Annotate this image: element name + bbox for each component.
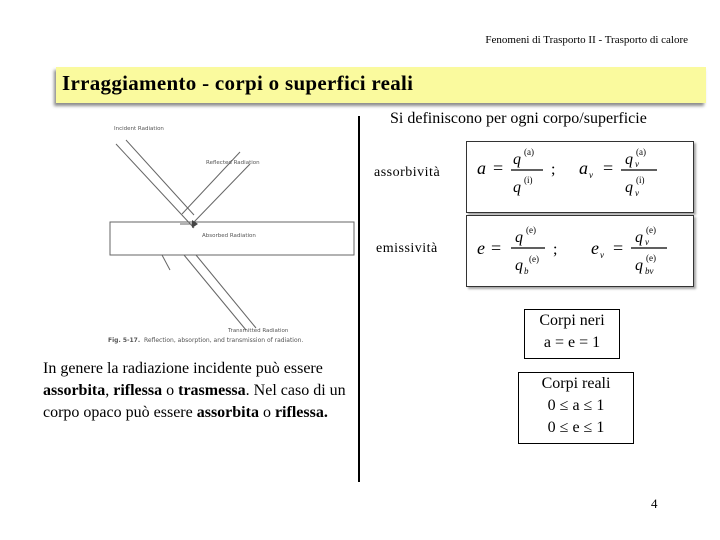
- e-spec-num: q: [635, 229, 643, 246]
- a-spec-num: q: [625, 151, 633, 168]
- page-number: 4: [651, 496, 658, 511]
- incident-ray: [116, 144, 194, 228]
- label-incident: Incident Radiation: [114, 126, 164, 132]
- body-paragraph: [43, 358, 363, 424]
- vertical-divider: [358, 116, 360, 482]
- bold-riflessa: riflessa: [113, 382, 163, 399]
- transmitted-ray-3: [162, 255, 170, 270]
- e-spec-num-sup: (e): [646, 225, 656, 235]
- caption-fig: Fig. 5-17.: [108, 337, 141, 344]
- radiation-diagram: [108, 120, 358, 345]
- real-bodies-title: Corpi reali: [541, 375, 611, 392]
- real-bodies-condition-e: 0 ≤ e ≤ 1: [547, 419, 605, 436]
- slide-title: Irraggiamento - corpi o superfici reali: [62, 71, 414, 95]
- black-bodies-box: [524, 309, 620, 359]
- e-spec-sub: ν: [600, 250, 604, 260]
- bold-trasmessa: trasmessa: [178, 382, 246, 399]
- e-num: q: [515, 229, 523, 246]
- absorptivity-formula: [467, 142, 693, 212]
- caption-text: Reflection, absorption, and transmission of radiation.: [144, 337, 304, 344]
- a-spec-num-sub: ν: [635, 159, 639, 169]
- eq-sign-1: =: [493, 158, 504, 178]
- semicolon-1: ;: [551, 161, 556, 178]
- emissivity-formula: [467, 216, 693, 286]
- real-bodies-condition-a: 0 ≤ a ≤ 1: [547, 397, 605, 414]
- e-spec-den: q: [635, 257, 643, 274]
- a-den-sup: (i): [524, 175, 533, 185]
- a-spec-num-sup: (a): [636, 147, 646, 157]
- e-den-sup: (e): [529, 254, 539, 264]
- bold-assorbita: assorbita: [43, 382, 106, 399]
- e-spec-den-sup: (e): [646, 253, 656, 263]
- transmitted-ray: [184, 255, 246, 330]
- a-spec-lhs: a: [579, 158, 588, 178]
- label-transmitted: Transmitted Radiation: [228, 328, 289, 334]
- emissivity-label: emissività: [376, 241, 438, 256]
- a-spec-den-sub: ν: [635, 188, 639, 198]
- label-absorbed: Absorbed Radiation: [202, 233, 256, 239]
- eq-sign-3: =: [491, 238, 502, 258]
- absorptivity-formula-box: [466, 141, 694, 213]
- a-spec-den: q: [625, 179, 633, 196]
- e-den-sub: b: [524, 266, 529, 276]
- slide-header: Fenomeni di Trasporto II - Trasporto di calore: [485, 34, 688, 46]
- e-lhs: e: [477, 238, 485, 258]
- semicolon-2: ;: [553, 241, 558, 258]
- e-den: q: [515, 257, 523, 274]
- a-den: q: [513, 179, 521, 196]
- e-num-sup: (e): [526, 225, 536, 235]
- real-bodies-box: [518, 372, 634, 444]
- e-spec-lhs: e: [591, 238, 599, 258]
- transmitted-ray-2: [196, 255, 256, 328]
- body-sep-2: o: [162, 382, 179, 399]
- eq-sign-4: =: [613, 238, 624, 258]
- body-sep-1: ,: [105, 382, 114, 399]
- reflected-ray-2: [194, 164, 250, 222]
- absorptivity-label: assorbività: [374, 165, 441, 180]
- a-spec-sub: ν: [589, 170, 593, 180]
- incident-ray-2: [126, 140, 194, 215]
- body-end-1: .: [245, 382, 250, 399]
- a-num-sup: (a): [524, 147, 534, 157]
- e-spec-den-sub: bν: [645, 266, 654, 276]
- defines-text: Si definiscono per ogni corpo/superficie: [390, 110, 647, 127]
- body-sep-3: o: [258, 404, 275, 421]
- eq-sign-2: =: [603, 158, 614, 178]
- body-text-2: Nel caso di un corpo opaco può essere: [43, 382, 346, 421]
- a-spec-den-sup: (i): [636, 175, 645, 185]
- body-text-1: In genere la radiazione incidente può essere: [43, 360, 323, 377]
- label-reflected: Reflected Radiation: [206, 160, 260, 166]
- bold-riflessa-2: riflessa.: [274, 404, 328, 421]
- emissivity-formula-box: [466, 215, 694, 287]
- black-bodies-condition: a = e = 1: [543, 334, 601, 351]
- bold-assorbita-2: assorbita: [196, 404, 259, 421]
- a-lhs: a: [477, 158, 486, 178]
- e-spec-num-sub: ν: [645, 237, 649, 247]
- a-num: q: [513, 151, 521, 168]
- black-bodies-title: Corpi neri: [539, 312, 605, 329]
